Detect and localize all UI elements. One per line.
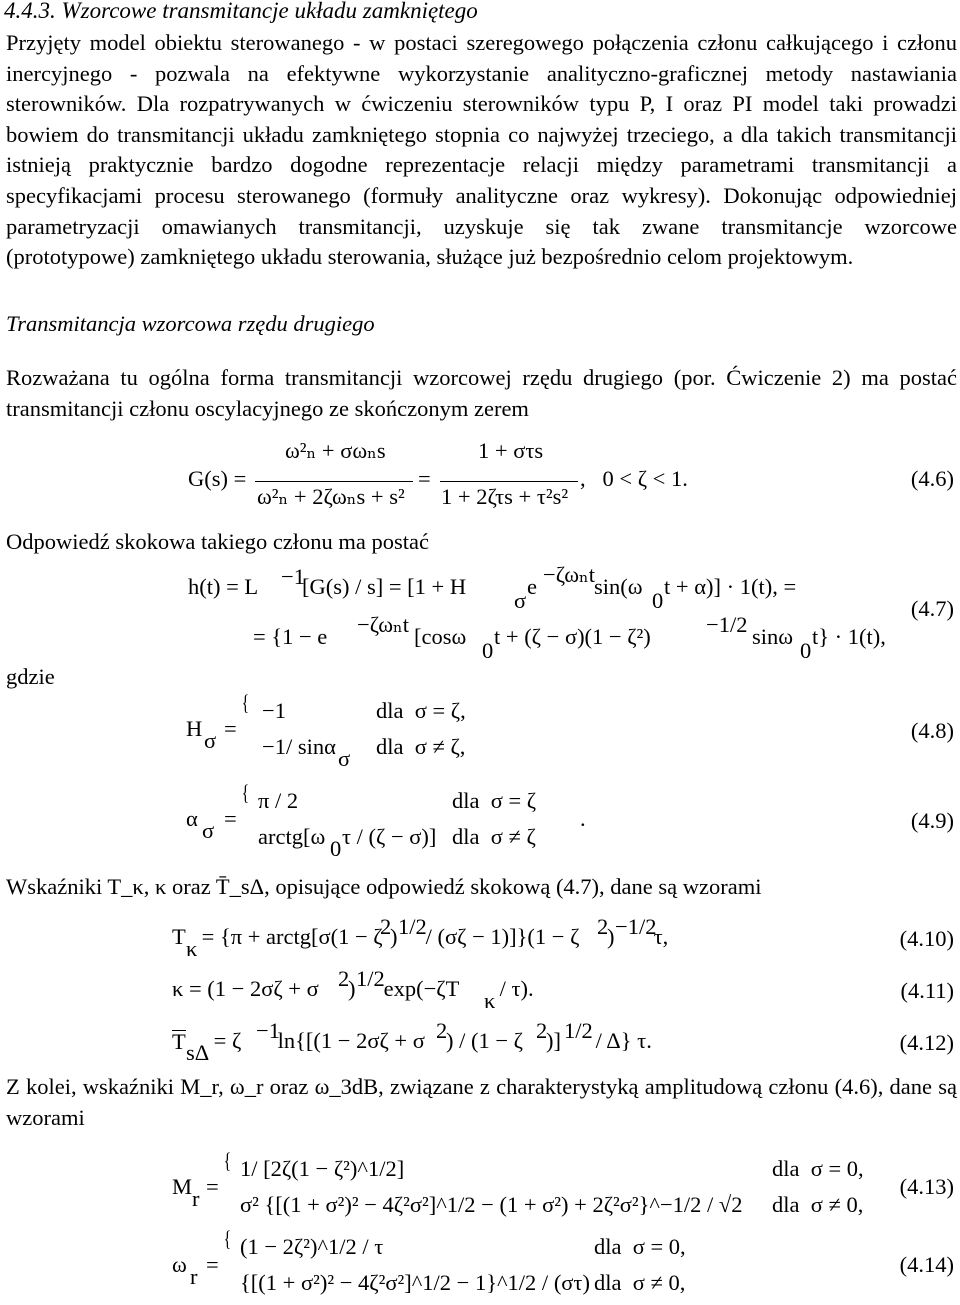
eq48-case-2: −1/ sinα bbox=[262, 734, 336, 759]
equation-4-6 bbox=[0, 436, 960, 509]
eq49-case-2: arctg[ω bbox=[258, 824, 326, 849]
eq46-denominator-2: 1 + 2ζτs + τ²s² bbox=[441, 484, 569, 509]
left-brace: { bbox=[241, 780, 250, 805]
eq47-line1-a: h(t) = L bbox=[188, 574, 259, 599]
paragraph-amplitude-indicators: Z kolei, wskaźniki M_r, ω_r oraz ω_3dB, związane z charakterystyką amplitudową członu (4.6), dane są wzorami bbox=[6, 1074, 957, 1130]
left-brace: { bbox=[223, 1148, 232, 1173]
eq46-condition: , 0 < ζ < 1. bbox=[580, 466, 688, 491]
eq-number-4-10: (4.10) bbox=[899, 926, 954, 951]
equation-4-9: α σ = { π / 2 dla σ = ζ arctg[ω 0 τ / (ζ − σ)] dla σ ≠ ζ . (4.9) bbox=[186, 780, 954, 861]
equation-4-12: T sΔ = ζ −1 ln{[(1 − 2σζ + σ 2 ) / (1 − ζ 2 )] 1/2 / Δ} τ. (4.12) bbox=[172, 1018, 954, 1065]
left-brace: { bbox=[241, 690, 250, 715]
eq-number-4-11: (4.11) bbox=[900, 978, 954, 1003]
eq47-line1-b: [G(s) / s] = [1 + H bbox=[302, 574, 467, 599]
eq46-lhs: G(s) = bbox=[188, 466, 247, 491]
eq46-numerator-1: ω²ₙ + σωₙs bbox=[285, 438, 386, 463]
subsection-title: Transmitancja wzorcowa rzędu drugiego bbox=[6, 311, 375, 336]
eq-number-4-12: (4.12) bbox=[899, 1030, 954, 1055]
eq49-case-1: π / 2 bbox=[258, 788, 299, 813]
eq46-numerator-2: 1 + στs bbox=[478, 438, 544, 463]
equation-4-10: T κ = {π + arctg[σ(1 − ζ 2 ) 1/2 / (σζ − 1)]}(1 − ζ 2 ) −1/2 τ, (4.10) bbox=[172, 914, 954, 961]
eq-number-4-9: (4.9) bbox=[910, 808, 954, 833]
equation-4-11: κ = (1 − 2σζ + σ 2 ) 1/2 exp(−ζT κ / τ). (4.11) bbox=[172, 966, 954, 1013]
paragraph-general-form: Rozważana tu ogólna forma transmitancji wzorcowej rzędu drugiego (por. Ćwiczenie 2) ma postać transmitancji członu oscylacyjnego ze skończonym zerem bbox=[6, 365, 957, 421]
eq413-case-1: 1/ [2ζ(1 − ζ²)^1/2] bbox=[240, 1156, 405, 1181]
equation-4-14: ω r = { (1 − 2ζ²)^1/2 / τ dla σ = 0, {[(1 + σ²)² − 4ζ²σ²]^1/2 − 1}^1/2 / (στ) dla σ ≠ 0, (4.14) bbox=[172, 1226, 954, 1295]
eq46-fraction-bar-2 bbox=[440, 481, 578, 482]
eq46-fraction-bar-1 bbox=[255, 481, 413, 482]
eq413-case-2: σ² {[(1 + σ²)² − 4ζ²σ²]^1/2 − (1 + σ²) + 2ζ²σ²}^−1/2 / √2 bbox=[240, 1192, 743, 1217]
paragraph-indicators bbox=[6, 872, 957, 903]
eq-number-4-6: (4.6) bbox=[910, 466, 954, 491]
gdzie-label: gdzie bbox=[6, 664, 55, 689]
equation-4-7: h(t) = L −1 [G(s) / s] = [1 + H σ e −ζωₙt sin(ω 0 t + α)] · 1(t), = = {1 − e −ζωₙt [cosω 0 t + (ζ − σ)(1 − ζ²) −1/2 sinω 0 t} · 1(t), (4.7) bbox=[188, 562, 954, 663]
section-heading: 4.4.3. Wzorcowe transmitancje układu zamkniętego bbox=[4, 0, 478, 23]
eq414-case-2: {[(1 + σ²)² − 4ζ²σ²]^1/2 − 1}^1/2 / (στ) bbox=[240, 1270, 590, 1295]
equation-4-8: H σ = { −1 dla σ = ζ, −1/ sinα σ dla σ ≠ ζ, (4.8) bbox=[186, 690, 954, 771]
eq46-equals: = bbox=[418, 466, 431, 491]
eq414-case-1: (1 − 2ζ²)^1/2 / τ bbox=[240, 1234, 384, 1259]
equation-4-13: M r = { 1/ [2ζ(1 − ζ²)^1/2] dla σ = 0, σ² {[(1 + σ²)² − 4ζ²σ²]^1/2 − (1 + σ²) + 2ζ²σ²}^−1/2 / √2 dla σ ≠ 0, (4.13) bbox=[172, 1148, 954, 1217]
left-brace: { bbox=[223, 1226, 232, 1251]
eq48-case-1: −1 bbox=[262, 698, 286, 723]
eq-number-4-13: (4.13) bbox=[899, 1174, 954, 1199]
eq46-denominator-1: ω²ₙ + 2ζωₙs + s² bbox=[257, 484, 405, 509]
eq-number-4-7: (4.7) bbox=[910, 596, 954, 621]
eq-number-4-8: (4.8) bbox=[910, 718, 954, 743]
eq47-line2-a: = {1 − e bbox=[253, 624, 328, 649]
paragraph-step-response: Odpowiedź skokowa takiego członu ma postać bbox=[6, 529, 430, 554]
intro-paragraph: Przyjęty model obiektu sterowanego - w postaci szeregowego połączenia członu całkującego i członu inercyjnego - pozwala na efektywne wykorzystanie analityczno-graficznej metody nastawiania sterowników. Dla rozpatrywanych w ćwiczeniu sterowników typu P, I oraz PI model taki prowadzi bowiem do transmitancji układu zamkniętego stopnia co najwyżej trzeciego, a dla takich transmitancji istnieją praktycznie bardzo dogodne reprezentacje relacji między parametrami transmitancji a specyfikacjami procesu sterowanego (formuły analityczne oraz wykresy). Dokonując odpowiedniej parametryzacji omawianych transmitancji, uzyskuje się tak zwane transmitancje wzorcowe (prototypowe) zamkniętego układu sterowania, służące już bezpośrednio celom projektowym. bbox=[6, 30, 957, 270]
para4-text: Wskaźniki T_κ, κ oraz T̄_sΔ, opisujące odpowiedź skokową (4.7), dane są wzorami bbox=[6, 874, 762, 899]
eq-number-4-14: (4.14) bbox=[899, 1252, 954, 1277]
